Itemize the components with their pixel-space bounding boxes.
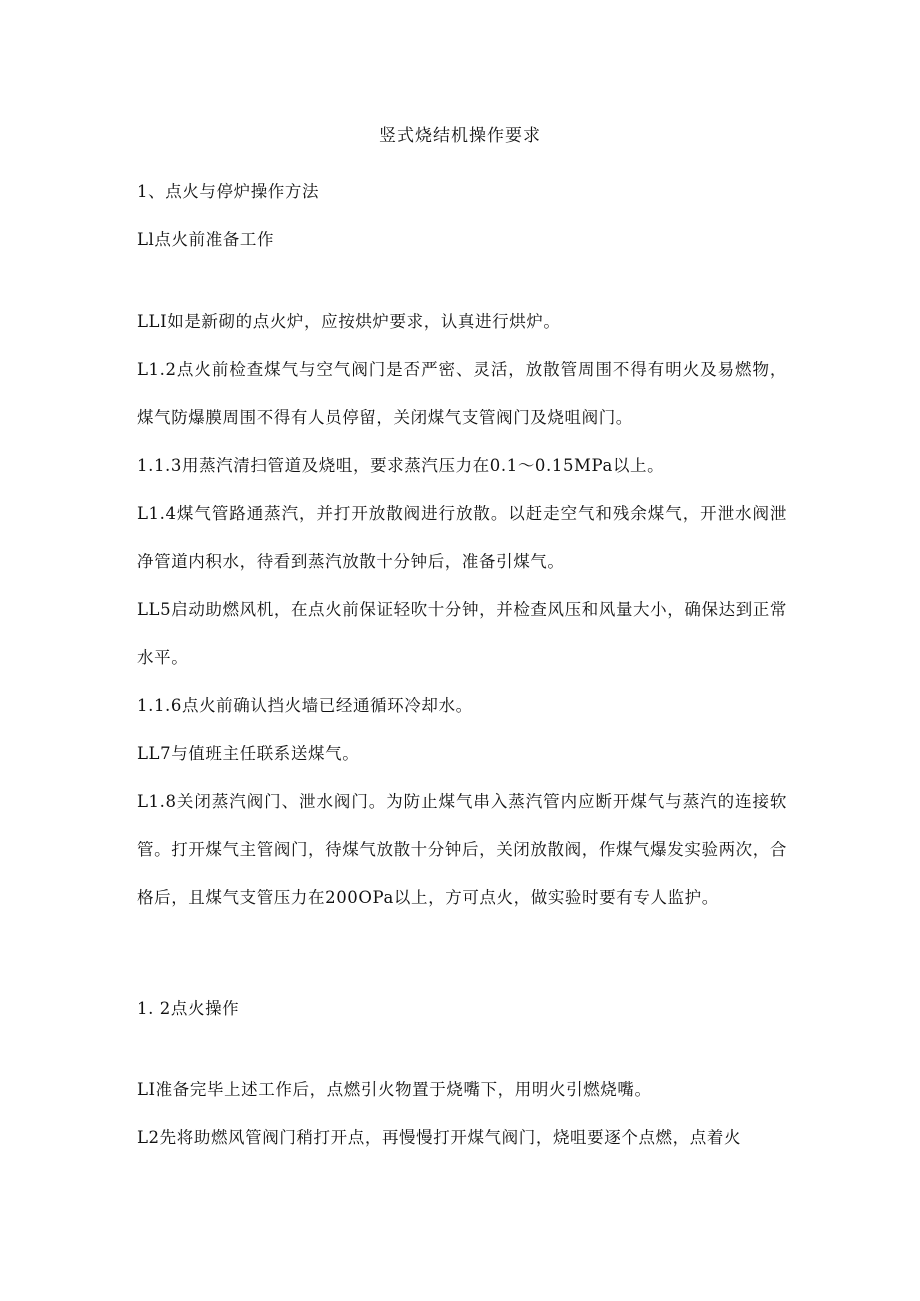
paragraph-1-1-6: 1.1.6点火前确认挡火墙已经通循环冷却水。 <box>137 696 473 715</box>
paragraph-1-1-4: L1.4煤气管路通蒸汽，并打开放散阀进行放散。以赶走空气和残余煤气，开泄水阀泄净管道内积水，待看到蒸汽放散十分钟后，准备引煤气。 <box>137 504 787 571</box>
paragraph-1-1-1: LLI如是新砌的点火炉，应按烘炉要求，认真进行烘炉。 <box>137 312 561 331</box>
paragraph-1-1-5: LL5启动助燃风机，在点火前保证轻吹十分钟，并检查风压和风量大小，确保达到正常水平。 <box>137 600 787 667</box>
subsection-heading-1-1: Ll点火前准备工作 <box>137 230 275 249</box>
section-heading-1: 1、点火与停炉操作方法 <box>137 182 320 201</box>
paragraph-1-1-3: 1.1.3用蒸汽清扫管道及烧咀，要求蒸汽压力在0.1～0.15MPa以上。 <box>137 456 665 475</box>
paragraph-1-2-1: LI准备完毕上述工作后，点燃引火物置于烧嘴下，用明火引燃烧嘴。 <box>137 1080 652 1099</box>
paragraph-1-1-2: L1.2点火前检查煤气与空气阀门是否严密、灵活，放散管周围不得有明火及易燃物，煤气防爆膜周围不得有人员停留，关闭煤气支管阀门及烧咀阀门。 <box>137 360 787 427</box>
subsection-heading-1-2: 1. 2点火操作 <box>137 999 240 1018</box>
paragraph-1-1-8: L1.8关闭蒸汽阀门、泄水阀门。为防止煤气串入蒸汽管内应断开煤气与蒸汽的连接软管。打开煤气主管阀门，待煤气放散十分钟后，关闭放散阀，作煤气爆发实验两次，合格后，且煤气支管压力在200OPa以上，方可点火，做实验时要有专人监护。 <box>137 792 787 907</box>
document-title: 竖式烧结机操作要求 <box>379 126 541 146</box>
paragraph-1-2-2: L2先将助燃风管阀门稍打开点，再慢慢打开煤气阀门，烧咀要逐个点燃，点着火 <box>137 1128 742 1147</box>
paragraph-1-1-7: LL7与值班主任联系送煤气。 <box>137 744 360 763</box>
